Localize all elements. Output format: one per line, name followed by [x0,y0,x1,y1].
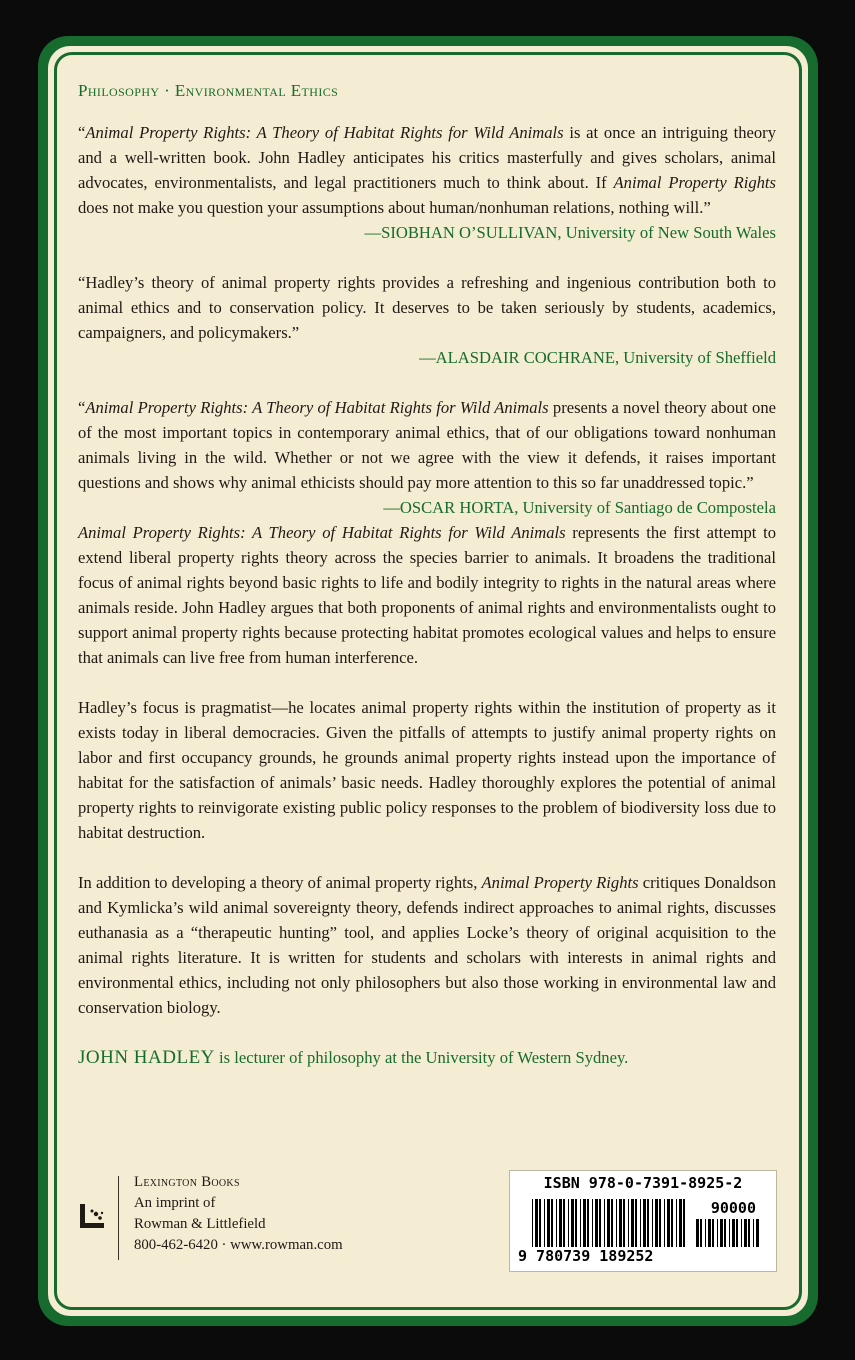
barcode-bar [724,1219,726,1247]
barcode-bar [756,1219,759,1247]
barcode-bar [547,1199,550,1247]
book-title-italic: Animal Property Rights: A Theory of Habitat Rights for Wild Animals [78,523,566,542]
barcode-bar [659,1199,661,1247]
barcode-bar [729,1219,730,1247]
barcode-bar [696,1219,699,1247]
attribution-affiliation: University of Sheffield [619,348,776,367]
barcode-bar [559,1199,562,1247]
barcode-bar [623,1199,625,1247]
author-bio-text: is lecturer of philosophy at the University of Western Sydney. [214,1048,629,1067]
publisher-text [134,1172,343,1256]
barcode-bar [655,1199,658,1247]
barcode-bar [664,1199,665,1247]
attribution-name: —OSCAR HORTA, [383,498,519,517]
barcode-bar [616,1199,617,1247]
barcode-bar [631,1199,634,1247]
publisher-contact: 800-462-6420 · www.rowman.com [134,1237,343,1253]
publisher-name: Lexington Books [134,1174,240,1190]
barcode-bar [599,1199,601,1247]
blurb-attribution [383,495,776,520]
barcode-bar [741,1219,742,1247]
barcode-bar [611,1199,613,1247]
publisher-divider [118,1176,119,1260]
barcode-bar [643,1199,646,1247]
barcode-bar [587,1199,589,1247]
barcode-bar [652,1199,653,1247]
barcode-bar [679,1199,682,1247]
publisher-imprint-line: An imprint of [134,1195,216,1211]
barcode-bar [583,1199,586,1247]
barcode-bar [568,1199,569,1247]
barcode-bar [592,1199,593,1247]
attribution-name: —SIOBHAN O’SULLIVAN, [364,223,562,242]
barcode-bar [571,1199,574,1247]
blurb-attribution [78,220,776,245]
barcode-bar [619,1199,622,1247]
barcode-bar [563,1199,565,1247]
barcode-bar [580,1199,581,1247]
barcode-bar [607,1199,610,1247]
barcode-bar [720,1219,723,1247]
publisher-parent: Rowman & Littlefield [134,1216,266,1232]
barcode-bar [532,1199,533,1247]
description-paragraph [78,520,776,670]
barcode-bar [671,1199,673,1247]
barcode-bar [667,1199,670,1247]
barcode-bar [544,1199,545,1247]
barcode-bar [575,1199,577,1247]
book-title-italic: Animal Property Rights [613,173,776,192]
price-code: 90000 [710,1199,756,1217]
barcode-bar [705,1219,706,1247]
barcode-bar [700,1219,702,1247]
blurb-text-part: is at once an intriguing theory and a well-written book. John Hadley anticipates his critics masterfully and gives scholars, animal advocates, environmentalists, and legal practitioners much to think about. If [78,123,777,192]
barcode-bar [635,1199,637,1247]
description-text: critiques Donaldson and Kymlicka’s wild animal sovereignty theory, defends indirect approaches to animal rights, discusses euthanasia as a “therapeutic hunting” tool, and applies Locke’s theory of original acquisition to the animal rights literature. It is written for students and scholars with interests in animal rights and environmental ethics, including not only philosophers but also those working in environmental law and conservation biology. [78,873,776,1017]
barcode-bar [556,1199,557,1247]
blurb-attribution [78,345,776,370]
barcode-bar [535,1199,538,1247]
blurb-cochrane [78,270,776,370]
barcode-bar [712,1219,714,1247]
author-name: JOHN HADLEY [78,1047,215,1068]
description-paragraph [78,870,776,1020]
barcode-bar [647,1199,649,1247]
barcode-bar [753,1219,754,1247]
description-text: represents the first attempt to extend liberal property rights theory across the species barrier to animals. It broadens the traditional focus of animal rights beyond basic rights to life and bodily integrity to rights in the natural areas where animals reside. John Hadley argues that both proponents of animal rights and environmentalists ought to support animal property rights because protecting habitat promotes ecological values and helps to ensure that animals can live free from human interference. [78,523,777,667]
barcode-bar [708,1219,711,1247]
blurb-text-part: presents a novel theory about one of the most important topics in contemporary animal ethics, that of our obligations toward nonhuman animals living in the wild. Whether or not we agree with the view it defends, it raises important questions and shows why animal ethicists should pay more attention to this so far unaddressed topic.” [78,398,777,492]
barcode-bar [595,1199,598,1247]
description-text: In addition to developing a theory of animal property rights, [78,873,482,892]
barcode [509,1170,777,1272]
blurb-osullivan [78,120,776,245]
barcode-bar [628,1199,629,1247]
blurb-text: “Animal Property Rights: A Theory of Habitat Rights for Wild Animals presents a novel theory about one of the most important topics in contemporary animal ethics, that of our obligations toward nonhuman animals living in the wild. Whether or not we agree with the view it defends, it raises important questions and shows why animal ethicists should pay more attention to this so far unaddressed topic.” —OSCAR HORTA, University of Santiago de Compostela [78,395,776,495]
book-title-italic: Animal Property Rights: A Theory of Habitat Rights for Wild Animals [85,123,564,142]
blurb-text: “Animal Property Rights: A Theory of Habitat Rights for Wild Animals is at once an intriguing theory and a well-written book. John Hadley anticipates his critics masterfully and gives scholars, animal advocates, environmentalists, and legal practitioners much to think about. If Animal Property Rights does not make you question your assumptions about human/nonhuman relations, nothing will.” [78,123,777,217]
barcode-bar [551,1199,553,1247]
book-description [78,520,776,1020]
barcode-bar [748,1219,750,1247]
barcode-bar [676,1199,677,1247]
author-bio [78,1045,776,1070]
back-cover-content [78,78,776,1070]
isbn-text: ISBN 978-0-7391-8925-2 [543,1174,743,1192]
blurb-text: “Hadley’s theory of animal property rights provides a refreshing and ingenious contribution both to animal ethics and to conservation policy. It deserves to be taken seriously by students, academics, campaigners, and policymakers.” [78,273,776,342]
barcode-bar [539,1199,541,1247]
barcode-bar [736,1219,738,1247]
blurb-text-part: does not make you question your assumptions about human/nonhuman relations, nothing will.” [78,198,711,217]
category-label: Philosophy · Environmental Ethics [78,81,339,100]
barcode-bar [604,1199,605,1247]
blurb-horta [78,395,777,517]
barcode-bar [640,1199,641,1247]
description-paragraph: Hadley’s focus is pragmatist—he locates animal property rights within the institution of property as it exists today in liberal democracies. Given the pitfalls of attempts to justify animal property rights on labor and first occupancy grounds, he grounds animal property rights instead upon the importance of habitat for the satisfaction of animals’ basic needs. Hadley thoroughly explores the potential of animal property rights to reinvigorate existing public policy responses to the problem of biodiversity loss due to habitat destruction. [78,698,776,842]
publisher-logo-icon [78,1202,106,1230]
attribution-name: —ALASDAIR COCHRANE, [419,348,620,367]
barcode-bar [744,1219,747,1247]
attribution-affiliation: University of Santiago de Compostela [518,498,776,517]
barcode-bar [683,1199,685,1247]
book-title-italic: Animal Property Rights [481,873,639,892]
attribution-affiliation: University of New South Wales [561,223,776,242]
barcode-bar [717,1219,718,1247]
barcode-bar [732,1219,735,1247]
book-title-italic: Animal Property Rights: A Theory of Habitat Rights for Wild Animals [85,398,549,417]
ean-digits: 9 780739 189252 [518,1247,654,1265]
publisher-block [78,1172,398,1262]
